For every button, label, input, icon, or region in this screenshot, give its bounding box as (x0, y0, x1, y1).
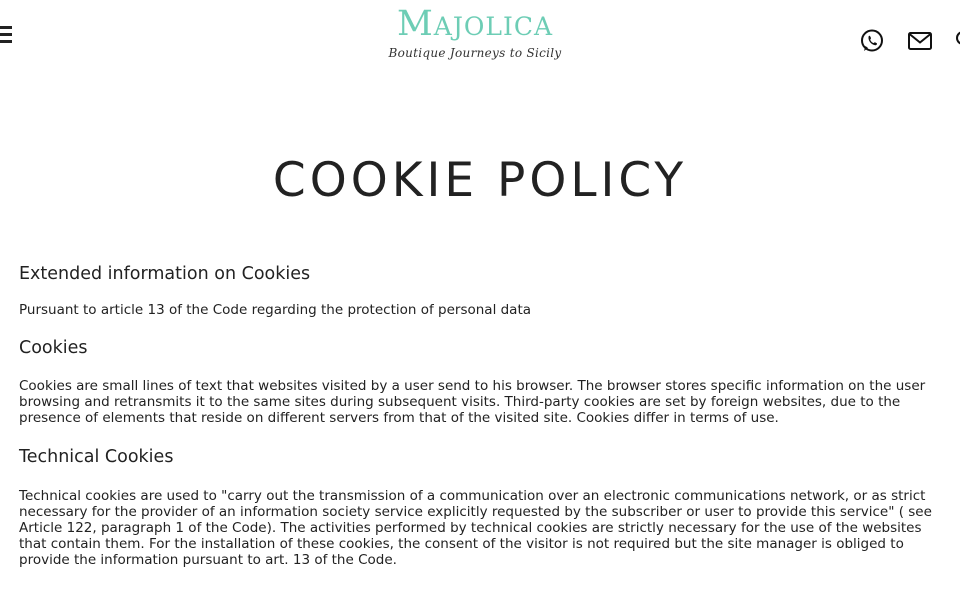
menu-icon[interactable] (0, 26, 14, 46)
whatsapp-icon[interactable] (859, 28, 885, 54)
paragraph-line: Pursuant to article 13 of the Code regarding the protection of personal data (19, 302, 532, 318)
page-title: COOKIE POLICY (272, 153, 688, 208)
search-icon[interactable] (954, 28, 960, 54)
section-heading-cookies: Cookies (19, 338, 88, 358)
logo-tagline: Boutique Journeys to Sicily (388, 46, 562, 60)
technical-paragraph (19, 488, 960, 568)
paragraph-line: presence of elements that reside on different servers from that of the visited site. Cookies differ in terms of use. (19, 410, 779, 426)
paragraph-line: browsing and retransmits it to the same sites during subsequent visits. Third-party cookies are set by foreign websites, due to the (19, 394, 901, 410)
paragraph-line: necessary for the provider of an information society service explicitly requested by the subscriber or user to provide this service" ( see (19, 504, 932, 520)
section-heading-extended: Extended information on Cookies (19, 264, 311, 284)
paragraph-line: that contain them. For the installation of these cookies, the consent of the visitor is not required but the site manager is obliged to (19, 536, 904, 552)
mail-icon[interactable] (907, 28, 933, 54)
policy-content (19, 262, 960, 568)
logo-title: Majolica (396, 4, 554, 44)
section-heading-technical: Technical Cookies (19, 447, 174, 467)
paragraph-line: Article 122, paragraph 1 of the Code). The activities performed by technical cookies are strictly necessary for the use of the websites (19, 520, 922, 536)
site-logo[interactable] (385, 4, 565, 60)
paragraph-line: Technical cookies are used to "carry out the transmission of a communication over an electronic communications network, or as strict (19, 488, 926, 504)
paragraph-line: provide the information pursuant to art. 13 of the Code. (19, 552, 397, 568)
paragraph-line: Cookies are small lines of text that websites visited by a user send to his browser. The browser stores specific information on the user (19, 378, 926, 394)
site-header (0, 0, 960, 80)
cookies-paragraph (19, 378, 960, 426)
